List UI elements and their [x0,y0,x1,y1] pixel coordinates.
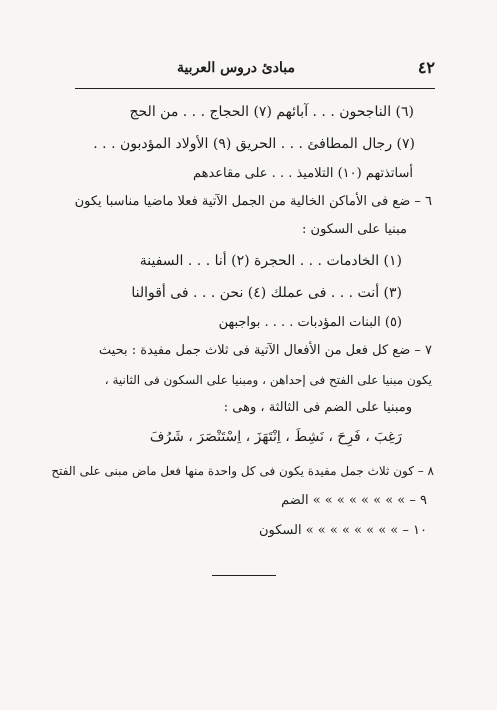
running-title: مبادئ دروس العربية [176,60,295,76]
exercise-line: يكون مبنيا على الفتح فى إحداهن ، ومبنيا على السكون فى الثانية ، [104,373,432,387]
exercise-line: مبنيا على السكون : [302,222,407,237]
exercise-line: (٥) البنات المؤدبات . . . . بواجبهن [218,315,402,330]
exercise-line: ٦ – ضع فى الأماكن الخالية من الجمل الآتية فعلا ماضيا مناسبا يكون [74,194,432,209]
exercise-line: (٦) الناجحون . . . آبائهم (٧) الحجاج . . . من الحج [129,104,414,120]
exercise-line: ومبنيا على الضم فى الثالثة ، وهى : [223,400,412,415]
exercise-line: (٧) رجال المطافئ . . . الحريق (٩) الأولاد المؤدبون . . . [93,136,415,152]
exercise-line: (٣) أنت . . . فى عملك (٤) نحن . . . فى أقوالنا [131,285,402,301]
exercise-line: ١٠ – » » » » » » » » السكون [258,523,427,538]
page-header [75,58,435,84]
exercise-line: ٩ – » » » » » » » » الضم [281,493,427,508]
end-rule [212,575,276,576]
header-rule [75,88,435,89]
exercise-line: (١) الخادمات . . . الحجرة (٢) أنا . . . السفينة [139,253,402,269]
exercise-line: أساتذتهم (١٠) التلاميذ . . . على مقاعدهم [192,166,413,181]
exercise-line: ٧ – ضع كل فعل من الأفعال الآتية فى ثلاث جمل مفيدة : بحيث [98,343,432,358]
exercise-line: ٨ – كون ثلاث جمل مفيدة يكون فى كل واحدة منها فعل ماض مبنى على الفتح [51,464,434,478]
verb-list: رَغِبَ ، فَرِحَ ، نَشِطَ ، اِنْتَهَزَ ، اِسْتَنْصَرَ ، شَرُفَ [149,429,402,445]
page-number: ٤٢ [417,58,435,77]
